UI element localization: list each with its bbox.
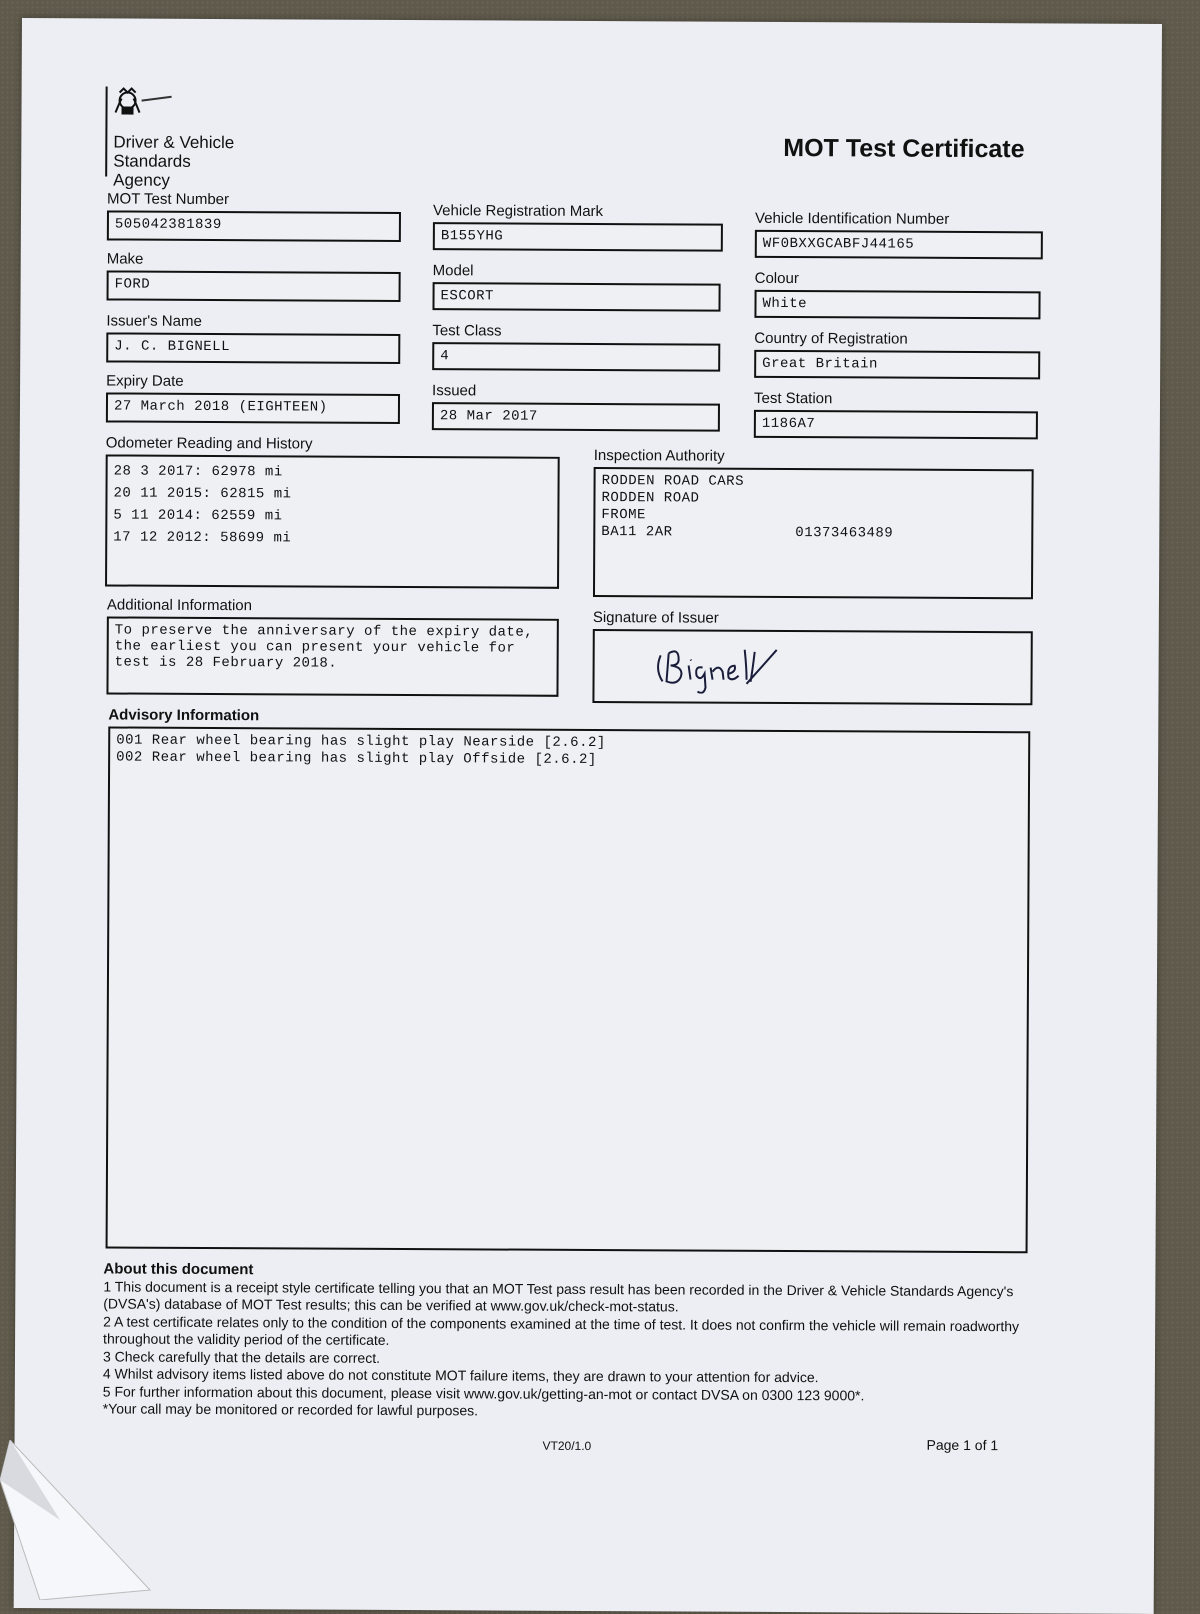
test-class-label: Test Class: [432, 322, 502, 340]
issuer-name-field: [106, 332, 400, 364]
odometer-line: 17 12 2012: 58699 mi: [113, 529, 292, 547]
vin-field: [755, 230, 1043, 260]
make-value: FORD: [114, 276, 151, 293]
issued-field: [432, 402, 720, 432]
advisory-field: [106, 726, 1031, 1253]
vrm-value: B155YHG: [440, 228, 504, 245]
page-number: Page 1 of 1: [926, 1436, 999, 1454]
about-item: 1 This document is a receipt style certificate telling you that an MOT Test pass result has been recorded in the Driver & Vehicle Standards Agency's (DVSA's) database of MOT Test results; this can be verified at www.gov.uk/check-mot-status.: [103, 1277, 1014, 1315]
make-field: [107, 270, 401, 302]
odometer-line: 5 11 2014: 62559 mi: [113, 507, 283, 525]
about-item: 2 A test certificate relates only to the condition of the components examined at the time of test. It does not confirm the vehicle will remain roadworthy throughout the validity period of the certificate.: [103, 1312, 1020, 1348]
additional-info-field: [106, 616, 558, 696]
mot-test-number-label: MOT Test Number: [107, 190, 230, 209]
inspection-authority-field: [593, 467, 1034, 599]
test-class-value: 4: [440, 348, 450, 365]
certificate-page: [14, 18, 1162, 1614]
page-title: MOT Test Certificate: [783, 133, 1025, 164]
odometer-line: 20 11 2015: 62815 mi: [113, 485, 292, 503]
about-section: [103, 1260, 1034, 1422]
folded-corner: [0, 1440, 160, 1600]
model-label: Model: [432, 262, 474, 280]
country-field: [754, 350, 1040, 379]
test-station-value: 1186A7: [761, 415, 816, 433]
inspection-authority-label: Inspection Authority: [593, 446, 725, 465]
country-value: Great Britain: [762, 355, 878, 373]
agency-name-line2: Standards: [113, 151, 191, 171]
colour-value: White: [762, 295, 808, 313]
make-label: Make: [106, 250, 144, 268]
odometer-field: [105, 454, 560, 588]
authority-line: BA11 2AR: [601, 524, 673, 541]
additional-info-line: To preserve the anniversary of the expiry date,: [114, 622, 534, 641]
expiry-date-value: 27 March 2018 (EIGHTEEN): [113, 398, 328, 416]
authority-line: FROME: [601, 507, 646, 524]
signature-image: [654, 643, 794, 694]
vrm-field: [433, 222, 723, 252]
about-item: 5 For further information about this document, please visit www.gov.uk/getting-an-mot or contact DVSA on 0300 123 9000*.: [102, 1382, 865, 1403]
advisory-label: Advisory Information: [108, 706, 260, 725]
signature-label: Signature of Issuer: [592, 608, 719, 627]
authority-phone: 01373463489: [795, 525, 894, 542]
model-value: ESCORT: [440, 288, 495, 305]
form-code: VT20/1.0: [542, 1438, 592, 1453]
colour-label: Colour: [754, 269, 799, 288]
authority-line: RODDEN ROAD: [601, 490, 700, 507]
signature-field: [592, 629, 1032, 705]
royal-crest-icon: [113, 86, 173, 125]
additional-info-line: test is 28 February 2018.: [114, 654, 338, 672]
about-heading: About this document: [103, 1260, 254, 1279]
about-item: 4 Whilst advisory items listed above do not constitute MOT failure items, they are drawn to your attention for advice.: [102, 1365, 819, 1386]
issuer-name-value: J. C. BIGNELL: [114, 338, 231, 356]
agency-name-line1: Driver & Vehicle: [113, 132, 235, 153]
advisory-line: 002 Rear wheel bearing has slight play Offside [2.6.2]: [116, 749, 597, 769]
about-note: *Your call may be monitored or recorded for lawful purposes.: [102, 1400, 479, 1419]
advisory-line: 001 Rear wheel bearing has slight play Nearside [2.6.2]: [116, 732, 606, 752]
country-label: Country of Registration: [754, 329, 908, 348]
model-field: [432, 282, 720, 312]
additional-info-label: Additional Information: [106, 596, 253, 615]
issuer-name-label: Issuer's Name: [106, 312, 202, 330]
issued-value: 28 Mar 2017: [439, 408, 538, 425]
vin-value: WF0BXXGCABFJ44165: [762, 235, 915, 253]
vrm-label: Vehicle Registration Mark: [432, 202, 604, 221]
authority-line: RODDEN ROAD CARS: [601, 473, 745, 490]
test-station-field: [754, 410, 1038, 439]
issued-label: Issued: [432, 382, 477, 400]
expiry-date-label: Expiry Date: [106, 372, 184, 390]
mot-test-number-field: [107, 210, 401, 242]
expiry-date-field: [106, 392, 400, 424]
additional-info-line: the earliest you can present your vehicle for: [114, 638, 516, 657]
odometer-label: Odometer Reading and History: [105, 434, 313, 453]
agency-name-line3: Agency: [113, 170, 170, 190]
odometer-line: 28 3 2017: 62978 mi: [113, 463, 283, 481]
colour-field: [754, 290, 1040, 319]
mot-test-number-value: 505042381839: [114, 216, 222, 234]
vin-label: Vehicle Identification Number: [754, 209, 950, 228]
test-station-label: Test Station: [753, 389, 833, 408]
test-class-field: [432, 342, 720, 372]
about-item: 3 Check carefully that the details are correct.: [102, 1347, 381, 1366]
